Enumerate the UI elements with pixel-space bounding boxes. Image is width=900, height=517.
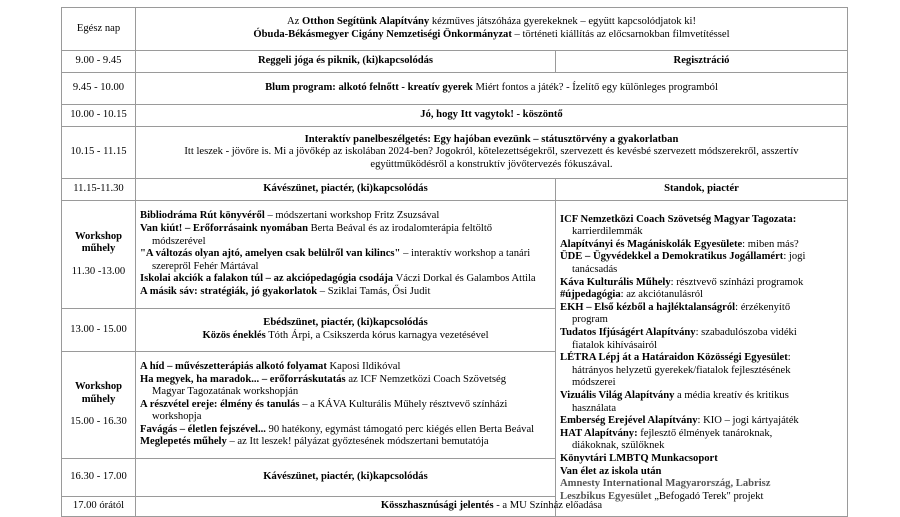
text: Váczi Dorkal és Galambos Attila [393,273,536,285]
workshop-label: Workshop [74,230,123,242]
program-cell [136,73,848,105]
time-cell: 10.15 - 11.15 [62,127,136,179]
program-cell: Kávészünet, piactér, (ki)kapcsolódás [136,179,556,201]
workshop-title: Iskolai akciók a falakon túl – az akciópedagógia csodája [140,273,394,285]
text: diákoknak, szülőknek [572,440,665,452]
time-cell: 10.00 - 10.15 [62,105,136,127]
stand-name: LÉTRA Lépj át a Határaidon Közösségi Egyesület [560,352,788,364]
text: – módszertani workshop Fritz Zsuzsával [264,210,440,222]
schedule-table [61,7,848,517]
row-1015 [62,127,848,179]
program-cell: Reggeli jóga és piknik, (ki)kapcsolódás [136,51,556,73]
stand-name: Tudatos Ifjúságért Alapítvány [560,327,696,339]
text: Kaposi Ildikóval [326,360,401,372]
workshop-title: Bibliodráma Rút könyvéről [140,210,265,222]
workshop-title: "A változás olyan ajtó, amelyen csak belülről van kilincs" [140,248,401,260]
time-cell [62,201,136,309]
program-title: Kösszhasznúsági jelentés [380,500,494,512]
text: Tóth Árpi, a Csikszerda kórus karnagya vezetésével [265,330,489,341]
text: hátrányos helyzetű gyerekek/fiatalok fejlesztésének [572,364,791,376]
side-cell: Standok, piactér [556,179,848,201]
time-cell: 11.15-11.30 [62,179,136,201]
text: – interaktív workshop a tanári [400,248,531,260]
panel-cell [136,127,848,179]
stand-name: Emberség Erejével Alapítvány [560,415,698,427]
text: Magyar Tagozatának workshopján [152,386,299,398]
stand-name: ÜDE – Ügyvédekkel a Demokratikus Jogállamért [560,251,784,263]
stand-name: Könyvtári LMBTQ Munkacsoport [560,452,718,464]
text: – a KÁVA Kulturális Műhely résztvevő színházi [299,398,508,410]
row-1115 [62,179,848,201]
text: program [572,314,608,326]
time-range: 11.30 -13.00 [71,265,126,277]
row-1000 [62,105,848,127]
stand-name: ICF Nemzetközi Coach Szövetség Magyar Tagozata: [560,213,797,225]
program-cell: Kávészünet, piactér, (ki)kapcsolódás [136,459,556,497]
workshop-title: A híd – művészetterápiás alkotó folyamat [140,360,327,372]
workshop-label: műhely [81,393,116,405]
stand-name: Van élet az iskola után [560,465,662,477]
workshop-title: A másik sáv: stratégiák, jó gyakorlatok [140,285,318,297]
text: – Sziklai Tamás, Ősi Judit [317,285,431,297]
side-cell: Regisztráció [556,51,848,73]
row-0900 [62,51,848,73]
text: Az [287,16,303,28]
text: fiatalok kihívásairól [572,339,658,351]
text: : [787,352,791,364]
text: az ICF Nemzetközi Coach Szövetség [345,373,507,385]
stand-name: Alapítványi és Magániskolák Egyesülete [560,238,743,250]
stand-name: Amnesty International Magyarország, Labrisz [560,478,771,490]
stand-name: EKH – Első kézből a hajléktalanságról [560,301,736,313]
text: fejlesztő élmények tanároknak, [637,427,773,439]
org-name: Óbuda-Békásmegyer Cigány Nemzetiségi Önkormányzat [253,29,512,40]
workshop-label: műhely [81,243,116,255]
text: – történeti kiállítás az előcsarnokban filmvetítéssel [511,29,730,40]
workshop-list [136,352,556,459]
text: : szabadulószoba vidéki [695,327,797,339]
text: workshopja [152,411,202,423]
stand-name: HAT Alapítvány: [560,427,638,439]
text: : miben más? [742,238,799,250]
workshop-label: Workshop [74,381,123,393]
text: : érzékenyítő [735,301,791,313]
time-cell: 9.00 - 9.45 [62,51,136,73]
time-cell [62,352,136,459]
text: használata [572,402,617,414]
workshop-title: Meglepetés műhely [140,436,227,448]
workshop-title: A részvétel ereje: élmény és tanulás [140,398,300,410]
panel-description: együttműködésről a konstruktív jövőtervezés fókuszával. [370,158,613,170]
workshop-list [136,201,556,309]
stand-name: Káva Kulturális Műhely [560,276,671,288]
text: módszerével [152,235,206,247]
time-cell: Egész nap [62,8,136,51]
stand-name: #újpedagógia [560,289,621,301]
panel-description: Itt leszek - jövőre is. Mi a jövőkép az iskolában 2024-ben? Jogokról, kötelezettségekről, szervezett és kevésbé szervezett módszerekről, asszertív [184,146,799,158]
text: tanácsadás [572,264,618,276]
text: : jogi [783,251,806,263]
time-cell: 16.30 - 17.00 [62,459,136,497]
row-workshop-1 [62,201,848,309]
org-name: Otthon Segítünk Alapítvány [302,16,430,28]
text: kézműves játszóháza gyerekeknek – együtt kapcsolódjatok ki! [429,16,696,28]
program-cell: Jó, hogy Itt vagytok! - köszöntő [136,105,848,127]
text: módszerei [572,377,616,389]
text: 90 hatékony, egymást támogató perc kiégés ellen Berta Beával [265,423,535,435]
row-0945 [62,73,848,105]
stand-name: Vizuális Világ Alapítvány [560,389,675,401]
time-cell: 9.45 - 10.00 [62,73,136,105]
time-cell: 17.00 órától [62,497,136,517]
stands-list [556,201,848,517]
time-cell: 13.00 - 15.00 [62,309,136,352]
text: : KIO – jogi kártyajáték [697,415,799,427]
text: – az Itt leszek! pályázat győztesének módszertani bemutatója [226,436,489,448]
text: szerepről Fehér Mártával [152,260,259,272]
text: a média kreatív és kritikus [674,389,789,401]
text: - a MU Színház előadása [493,500,603,512]
text: Berta Beával és az irodalomterápia feltöltő [307,223,493,235]
panel-title: Interaktív panelbeszélgetés: Egy hajóban evezünk – státusztörvény a gyakorlatban [304,133,679,145]
text: Miért fontos a játék? - Ízelítő egy különleges programból [472,82,718,94]
workshop-title: Favágás – életlen fejszével... [140,423,266,435]
program-title: Közös éneklés [202,330,266,341]
text: „Befogadó Terek" projekt [651,490,764,502]
workshop-title: Ha megyek, ha maradok... – erőforráskutatás [140,373,346,385]
row-all-day [62,8,848,51]
program-title: Blum program: alkotó felnőtt - kreatív gyerek [265,82,473,94]
text: : résztvevő színházi programok [670,276,804,288]
text: karrierdilemmák [572,226,643,238]
program-title: Ebédszünet, piactér, (ki)kapcsolódás [263,317,428,329]
time-range: 15.00 - 16.30 [70,416,127,428]
program-cell [136,309,556,352]
all-day-cell [136,8,848,51]
workshop-title: Van kiút! – Erőforrásaink nyomában [140,223,308,235]
stand-name: Leszbikus Egyesület [560,490,652,502]
text: : az akciótanulásról [620,289,704,301]
